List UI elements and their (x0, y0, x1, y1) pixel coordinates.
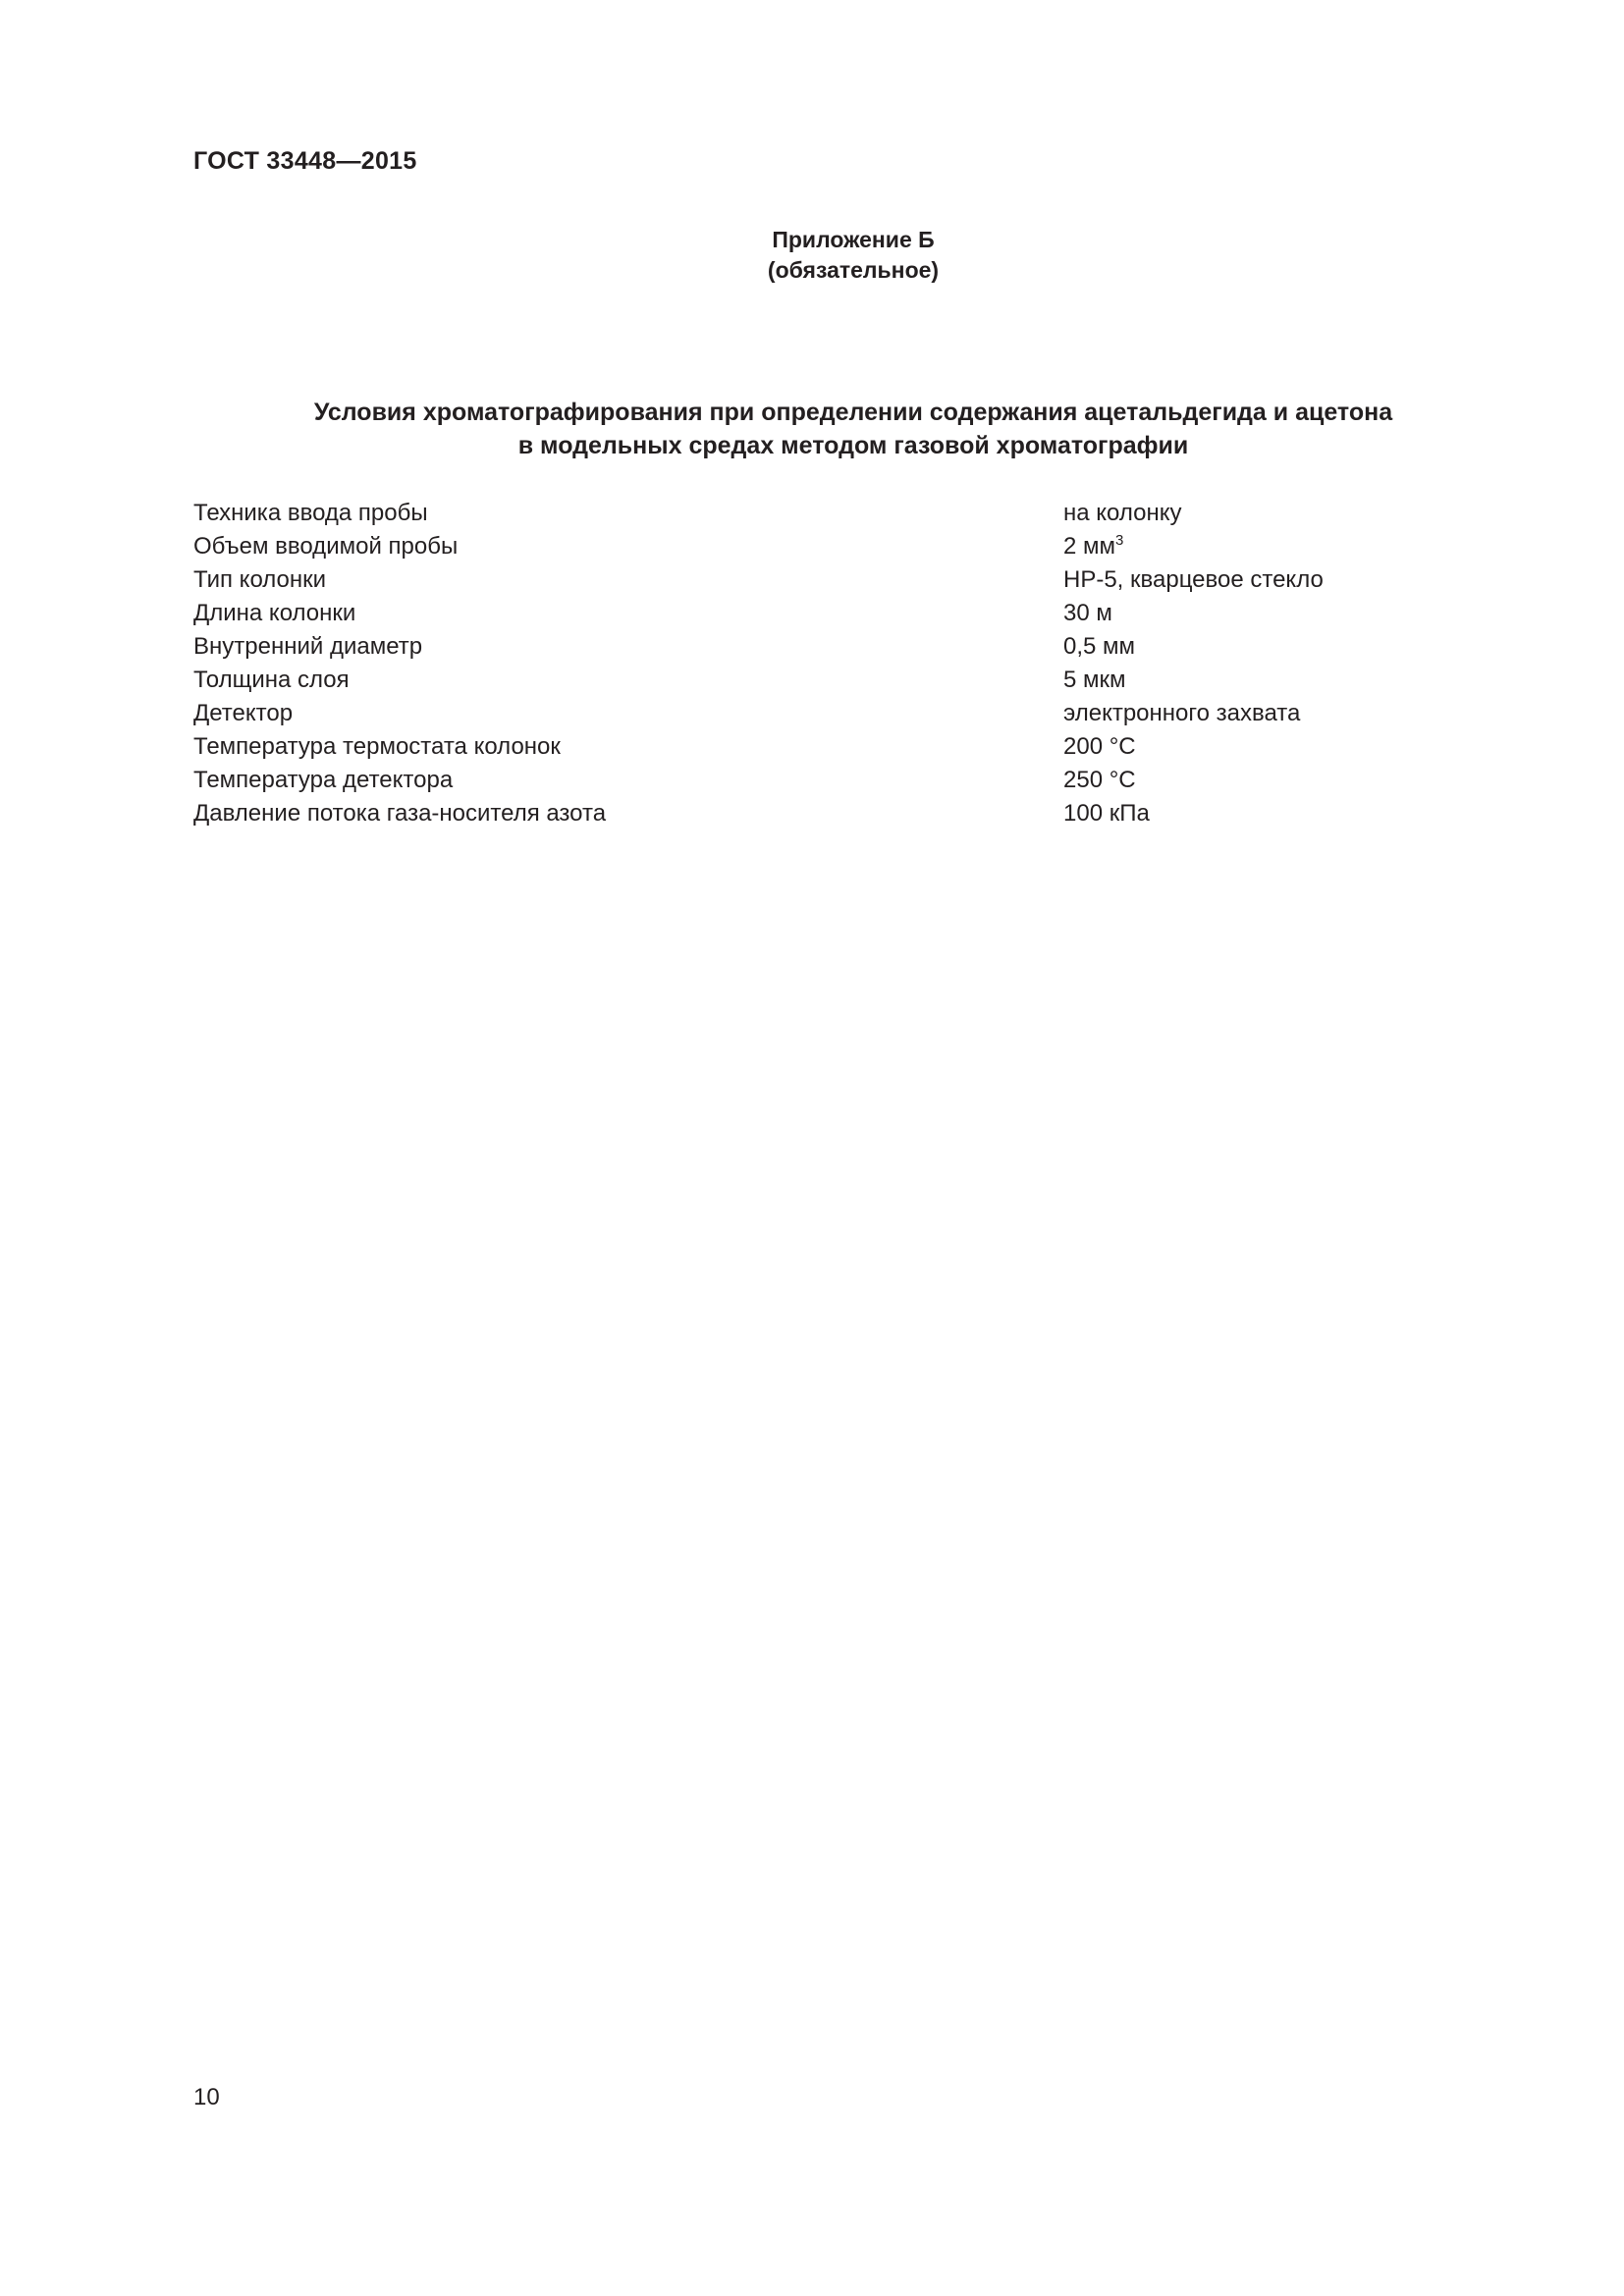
parameter-row (193, 700, 1470, 733)
parameter-value: 2 $мм^3$ (1063, 532, 1124, 560)
parameter-row (193, 533, 1470, 566)
parameter-value: НР-5, кварцевое стекло (1063, 566, 1324, 593)
parameter-row (193, 600, 1470, 633)
parameter-row (193, 566, 1470, 600)
parameter-row (193, 500, 1470, 533)
parameter-value: на колонку (1063, 500, 1182, 526)
document-code: ГОСТ 33448—2015 (193, 147, 417, 175)
parameter-value: 5 мкм (1063, 667, 1126, 693)
parameter-value: электронного захвата (1063, 700, 1301, 726)
parameter-name: Техника ввода пробы (193, 500, 428, 526)
parameter-value: 200 °С (1063, 733, 1136, 760)
parameter-name: Тип колонки (193, 566, 327, 593)
parameters-list (193, 500, 1470, 833)
section-title-line-1: Условия хроматографирования при определении содержания ацетальдегида и ацетона (313, 399, 1393, 426)
parameter-name: Толщина слоя (193, 667, 350, 693)
parameter-name: Длина колонки (193, 600, 356, 626)
appendix-title: Приложение Б (772, 227, 935, 252)
parameter-value: 0,5 мм (1063, 633, 1136, 660)
page-number: 10 (193, 2084, 220, 2110)
parameter-row (193, 733, 1470, 767)
superscript: 3 (1115, 532, 1124, 549)
parameter-value: 30 м (1063, 600, 1112, 626)
parameter-name: Внутренний диаметр (193, 633, 423, 660)
parameter-value: 100 кПа (1063, 800, 1150, 827)
parameter-row (193, 767, 1470, 800)
parameter-row (193, 800, 1470, 833)
appendix-status: (обязательное) (767, 257, 940, 283)
parameter-row (193, 633, 1470, 667)
parameter-name: Температура термостата колонок (193, 733, 561, 760)
parameter-name: Объем вводимой пробы (193, 533, 459, 560)
parameter-value: 250 °С (1063, 767, 1136, 793)
section-title-line-2: в модельных средах методом газовой хроматографии (517, 432, 1189, 459)
parameter-name: Температура детектора (193, 767, 454, 793)
parameter-name: Детектор (193, 700, 294, 726)
parameter-name: Давление потока газа-носителя азота (193, 800, 607, 827)
parameter-row (193, 667, 1470, 700)
